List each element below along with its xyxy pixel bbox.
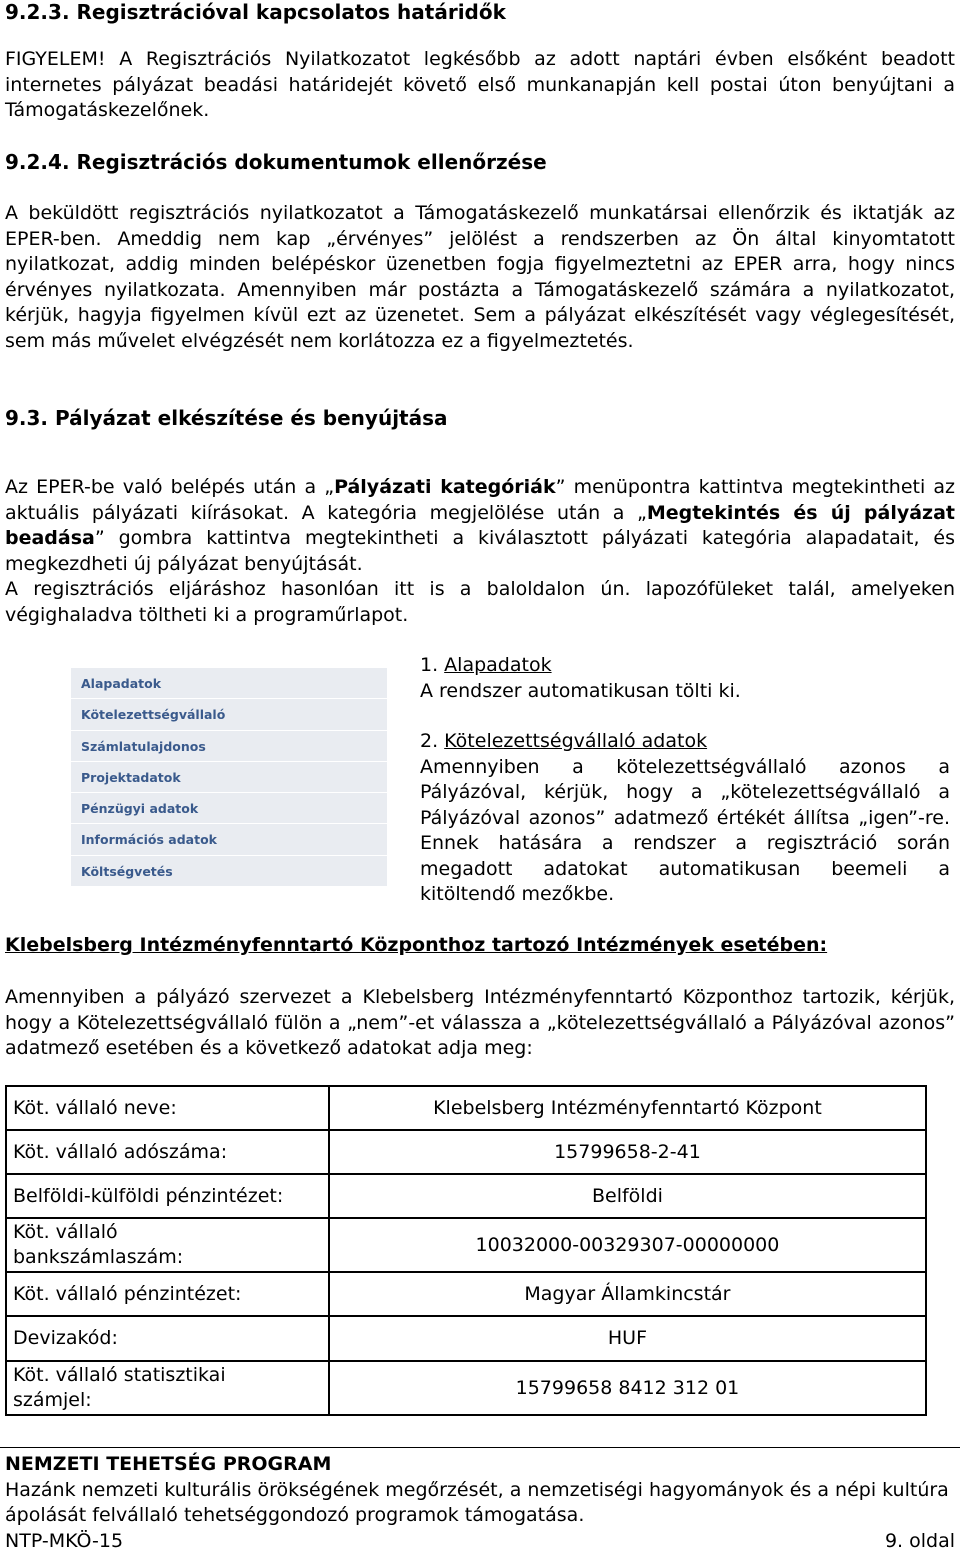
kotelezettsegvallalo-data-table — [5, 1085, 927, 1416]
menu-name-bold: Pályázati kategóriák — [334, 476, 556, 498]
footer-code: NTP-MKÖ-15 — [5, 1529, 123, 1554]
step-2 — [420, 729, 950, 908]
tab-menu-screenshot — [71, 668, 387, 887]
footer-bottom-row — [5, 1529, 955, 1554]
paragraph — [5, 475, 955, 577]
footer-page-number: 9. oldal — [885, 1529, 955, 1554]
paragraph: A beküldött regisztrációs nyilatkozatot a Támogatáskezelő munkatársai ellenőrzik és iktatják az EPER-ben. Ameddig nem kap „érvényes” jelölést a rendszerben az Ön által kinyomtatott nyilatkozat, addig minden belépéskor üzenetben fogja figyelmeztetni az EPER arra, hogy nincs érvényes nyilatkozata. Amennyiben már postázta a Támogatáskezelő számára a nyilatkozatot, kérjük, hagyja figyelmen kívül ezt az üzenetet. Sem a pályázat elkészítését vagy véglegesítését, sem más művelet elvégzését nem korlátozza ez a figyelmeztetés. — [5, 201, 955, 354]
row-value: 15799658 8412 312 01 — [329, 1361, 926, 1415]
footer-divider — [0, 1447, 960, 1448]
step-number: 1. — [420, 654, 444, 676]
table-row — [6, 1086, 926, 1130]
section-9-3-body — [5, 475, 955, 628]
footer — [5, 1452, 955, 1554]
table-row — [6, 1174, 926, 1218]
table-row — [6, 1218, 926, 1272]
klik-heading: Klebelsberg Intézményfenntartó Központhoz tartozó Intézmények esetében: — [5, 933, 955, 959]
paragraph: Amennyiben a pályázó szervezet a Klebelsberg Intézményfenntartó Központhoz tartozik, kérjük, hogy a Kötelezettségvállaló fülön a „nem”-et válassza a „kötelezettségvállaló a Pályázóval azonos” adatmező esetében és a következő adatokat adja meg: — [5, 985, 955, 1062]
section-heading: 9.2.3. Regisztrációval kapcsolatos határidők — [5, 0, 955, 25]
row-label: Köt. vállaló bankszámlaszám: — [6, 1218, 329, 1272]
text-run: ” gombra kattintva megtekintheti a kiválasztott pályázati kategória alapadatait, és megkezdheti új pályázat benyújtását. — [5, 527, 955, 575]
section-heading: 9.2.4. Regisztrációs dokumentumok ellenőrzése — [5, 149, 955, 175]
step-title: Alapadatok — [444, 654, 551, 676]
table-row — [6, 1130, 926, 1174]
row-label: Köt. vállaló adószáma: — [6, 1130, 329, 1174]
table-row — [6, 1361, 926, 1415]
menu-item-informacios-adatok[interactable]: Információs adatok — [71, 824, 387, 855]
step-title: Kötelezettségvállaló adatok — [444, 730, 707, 752]
row-value: Belföldi — [329, 1174, 926, 1218]
row-label: Belföldi-külföldi pénzintézet: — [6, 1174, 329, 1218]
table-row — [6, 1316, 926, 1361]
step-number: 2. — [420, 730, 444, 752]
text-run: Az EPER-be való belépés után a „ — [5, 476, 334, 498]
row-value: Magyar Államkincstár — [329, 1272, 926, 1316]
row-label: Köt. vállaló pénzintézet: — [6, 1272, 329, 1316]
menu-item-projektadatok[interactable]: Projektadatok — [71, 762, 387, 793]
button-name-bold: Megtekintés és új pályázat beadása — [5, 502, 955, 550]
step-text: A rendszer automatikusan tölti ki. — [420, 679, 950, 705]
menu-item-szamlatulajdonos[interactable]: Számlatulajdonos — [71, 731, 387, 762]
section-number: 9.3. — [5, 406, 48, 430]
section-9-2-4-body — [5, 201, 955, 354]
warning-text: A Regisztrációs Nyilatkozatot legkésőbb az adott naptári évben elsőként beadott internetes pályázat beadási határidejét követő első munkanapján kell postai úton benyújtani a Támogatáskezelőnek. — [5, 48, 955, 121]
row-label: Devizakód: — [6, 1316, 329, 1361]
row-label: Köt. vállaló statisztikai számjel: — [6, 1361, 329, 1415]
section-heading: Pályázat elkészítése és benyújtása — [48, 406, 447, 430]
section-9-2-3 — [5, 0, 955, 25]
section-9-2-4 — [5, 149, 955, 175]
row-label: Köt. vállaló neve: — [6, 1086, 329, 1130]
menu-item-koltsegvetes[interactable]: Költségvetés — [71, 856, 387, 887]
footer-program-name: NEMZETI TEHETSÉG PROGRAM — [5, 1452, 955, 1478]
row-value: HUF — [329, 1316, 926, 1361]
klik-heading-block — [5, 933, 955, 959]
menu-item-kotelezettsegvallalo[interactable]: Kötelezettségvállaló — [71, 699, 387, 730]
step-1 — [420, 653, 950, 704]
menu-item-penzugyi-adatok[interactable]: Pénzügyi adatok — [71, 793, 387, 824]
paragraph: A regisztrációs eljáráshoz hasonlóan itt is a baloldalon ún. lapozófüleket talál, amelyeken végighaladva töltheti ki a programűrlapot. — [5, 577, 955, 628]
row-value: Klebelsberg Intézményfenntartó Központ — [329, 1086, 926, 1130]
table-row — [6, 1272, 926, 1316]
section-9-3 — [5, 405, 955, 431]
menu-item-alapadatok[interactable]: Alapadatok — [71, 668, 387, 699]
warning-paragraph — [5, 47, 955, 124]
row-value: 10032000-00329307-00000000 — [329, 1218, 926, 1272]
row-value: 15799658-2-41 — [329, 1130, 926, 1174]
footer-tagline: Hazánk nemzeti kulturális örökségének megőrzését, a nemzetiségi hagyományok és a népi kultúra ápolását felvállaló tehetséggondozó programok támogatása. — [5, 1478, 955, 1529]
klik-body — [5, 985, 955, 1062]
step-text: Amennyiben a kötelezettségvállaló azonos a Pályázóval, kérjük, hogy a „kötelezettségvállaló a Pályázóval azonos” adatmező értékét állítsa „igen”-re. Ennek hatására a rendszer a regisztráció során megadott adatokat automatikusan beemeli a kitöltendő mezőkbe. — [420, 755, 950, 908]
text-run: ” menüpontra kattintva megtekintheti az aktuális pályázati kiírásokat. A kategória megjelölése után a „ — [5, 476, 955, 524]
warning-label: FIGYELEM! — [5, 48, 106, 70]
